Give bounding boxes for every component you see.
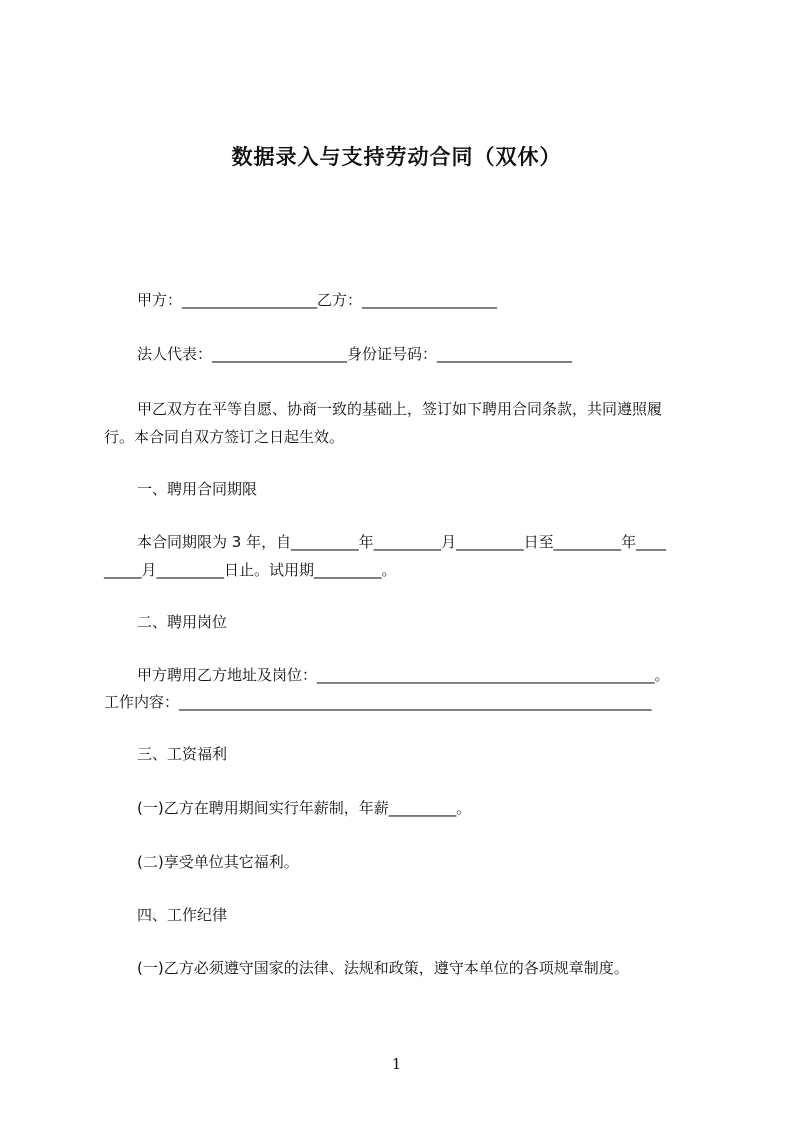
term-line-1: 本合同期限为 3 年，自_________年_________月_________日至_________年____ — [137, 533, 667, 551]
section-heading-salary: 三、工资福利 — [137, 745, 228, 763]
page-number: 1 — [391, 1055, 402, 1073]
section-heading-position: 二、聘用岗位 — [137, 613, 228, 631]
term-line-2: _____月_________日止。试用期_________。 — [104, 561, 397, 579]
section-heading-discipline: 四、工作纪律 — [137, 906, 228, 924]
section-heading-term: 一、聘用合同期限 — [137, 480, 258, 498]
document-title: 数据录入与支持劳动合同（双休） — [231, 145, 562, 169]
salary-item-1: (一)乙方在聘用期间实行年薪制，年薪_________。 — [137, 799, 472, 817]
discipline-item-1: (一)乙方必须遵守国家的法律、法规和政策，遵守本单位的各项规章制度。 — [137, 959, 629, 977]
position-line-1: 甲方聘用乙方地址及岗位：_____________________________________________。 — [137, 666, 670, 684]
intro-paragraph-line-2: 行。本合同自双方签订之日起生效。 — [104, 428, 345, 446]
party-line: 甲方：__________________乙方：__________________ — [137, 291, 498, 309]
representative-line: 法人代表：__________________身份证号码：__________________ — [137, 345, 573, 363]
position-line-2: 工作内容：_______________________________________________________________ — [104, 693, 652, 711]
salary-item-2: (二)享受单位其它福利。 — [137, 853, 299, 871]
intro-paragraph-line-1: 甲乙双方在平等自愿、协商一致的基础上，签订如下聘用合同条款，共同遵照履 — [137, 400, 663, 418]
